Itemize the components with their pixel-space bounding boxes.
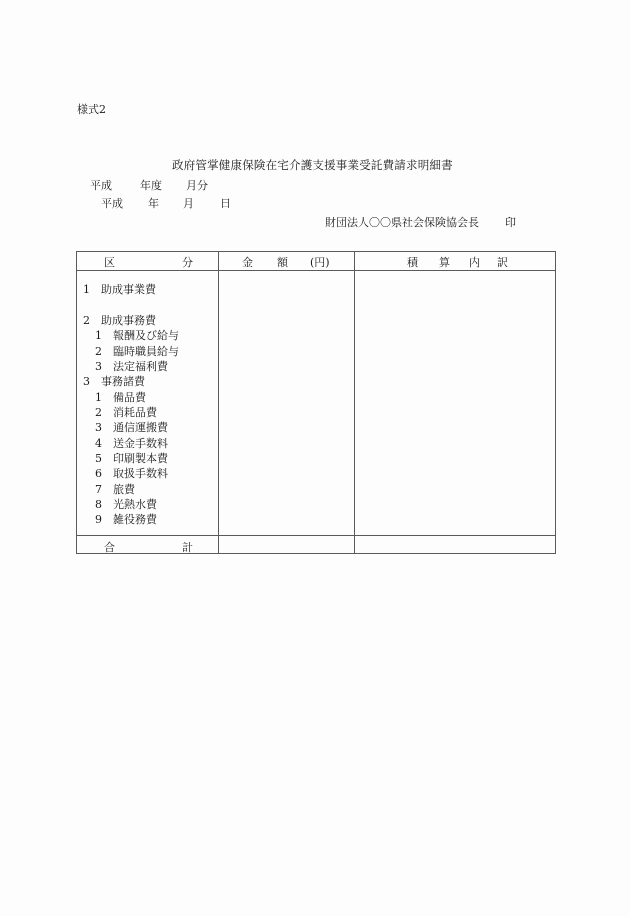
list-item: 2 消耗品費 — [95, 406, 157, 419]
list-item: 1 助成事業費 — [83, 283, 156, 296]
period-year-label: 年度 — [140, 179, 162, 192]
list-item: 1 備品費 — [95, 391, 146, 404]
list-item: 3 事務諸費 — [83, 375, 145, 388]
form-number: 様式2 — [77, 103, 106, 116]
column-divider — [218, 252, 219, 553]
issuer-name: 財団法人〇〇県社会保険協会長 — [325, 216, 479, 229]
total-label-left: 合 — [104, 541, 115, 554]
document-title: 政府管掌健康保険在宅介護支援事業受託費請求明細書 — [172, 158, 453, 172]
header-amount-3: (円) — [310, 256, 330, 269]
list-item: 5 印刷製本費 — [95, 452, 168, 465]
list-item: 8 光熱水費 — [95, 498, 157, 511]
header-amount-2: 額 — [277, 256, 288, 269]
header-breakdown-4: 訳 — [497, 256, 508, 269]
footer-divider — [77, 535, 555, 536]
list-item: 6 取扱手数料 — [95, 467, 168, 480]
date-era: 平成 — [101, 197, 123, 210]
list-item: 2 臨時職員給与 — [95, 345, 179, 358]
statement-table — [76, 251, 556, 554]
list-item: 4 送金手数料 — [95, 437, 168, 450]
list-item: 3 通信運搬費 — [95, 421, 168, 434]
list-item: 2 助成事務費 — [83, 314, 156, 327]
header-breakdown-2: 算 — [439, 256, 450, 269]
issue-date — [101, 198, 231, 209]
header-divider — [77, 270, 555, 271]
period-era: 平成 — [90, 179, 112, 192]
header-breakdown-3: 内 — [469, 256, 480, 269]
billing-period — [90, 180, 208, 191]
list-item: 7 旅費 — [95, 483, 135, 496]
list-item: 9 雑役務費 — [95, 513, 157, 526]
period-month-label: 月分 — [186, 179, 208, 192]
total-label-right: 計 — [182, 541, 193, 554]
header-category-left: 区 — [104, 256, 115, 269]
header-amount-1: 金 — [242, 256, 253, 269]
list-item: 3 法定福利費 — [95, 360, 168, 373]
header-category-right: 分 — [182, 256, 193, 269]
column-divider — [354, 252, 355, 553]
date-month-label: 月 — [183, 197, 194, 210]
seal-mark: 印 — [505, 216, 516, 229]
date-year-label: 年 — [148, 197, 159, 210]
header-breakdown-1: 積 — [407, 256, 418, 269]
date-day-label: 日 — [220, 197, 231, 210]
list-item: 1 報酬及び給与 — [95, 329, 179, 342]
issuer — [325, 217, 516, 228]
